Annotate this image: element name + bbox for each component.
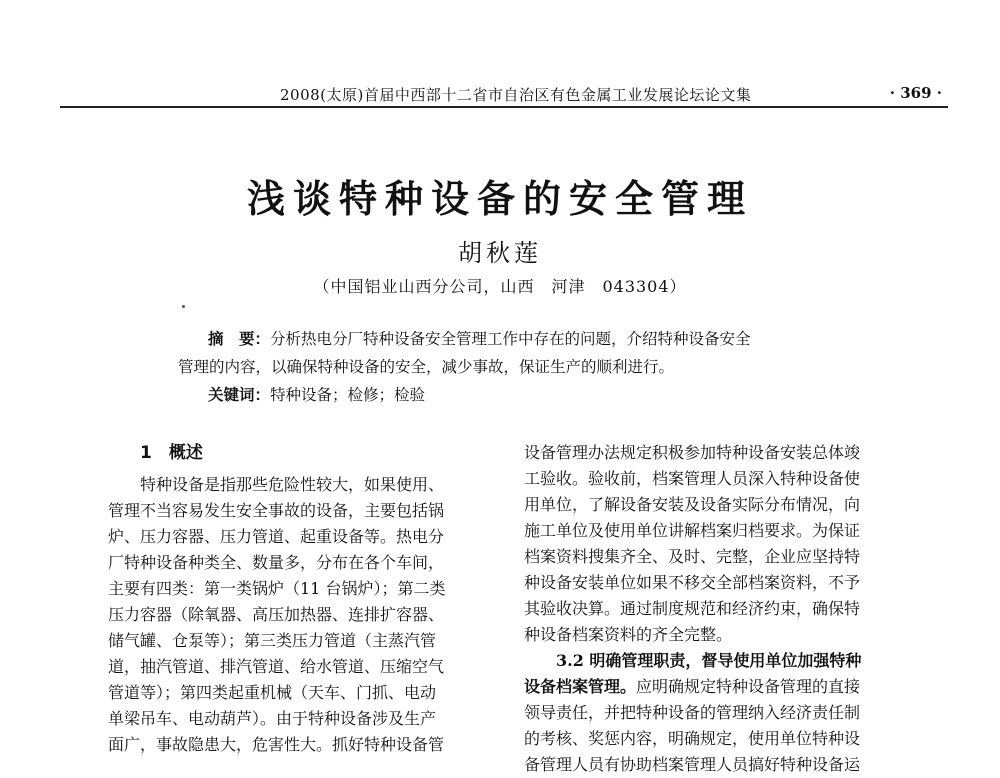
left-column <box>108 440 490 758</box>
body-line: 的考核、奖惩内容，明确规定，使用单位特种设 <box>524 729 861 748</box>
affiliation: （中国铝业山西分公司，山西 河津 043304） <box>313 277 687 296</box>
abstract-line <box>178 325 838 353</box>
running-header <box>60 84 948 110</box>
keywords <box>208 383 425 405</box>
abstract-label: 摘 要： <box>208 329 271 348</box>
body-line: 特种设备是指那些危险性较大，如果使用、 <box>140 475 445 494</box>
body-line: 备管理人员有协助档案管理人员搞好特种设备运 <box>524 755 861 774</box>
body-line: 面广，事故隐患大，危害性大。抓好特种设备管 <box>108 735 445 754</box>
body-line: 其验收决算。通过制度规范和经济约束，确保特 <box>524 599 861 618</box>
body-line: 管理不当容易发生安全事故的设备，主要包括锅 <box>108 501 445 520</box>
body-line: 压力容器（除氧器、高压加热器、连排扩容器、 <box>108 605 445 624</box>
body-line: 设备管理办法规定积极参加特种设备安装总体竣 <box>524 443 861 462</box>
right-column <box>524 440 916 778</box>
body-line: 领导责任，并把特种设备的管理纳入经济责任制 <box>524 703 861 722</box>
abstract <box>178 325 838 381</box>
body-line: 单梁吊车、电动葫芦）。由于特种设备涉及生产 <box>108 709 437 728</box>
abstract-text-1: 分析热电分厂特种设备安全管理工作中存在的问题，介绍特种设备安全 <box>270 330 751 348</box>
paper-title: 浅谈特种设备的安全管理 <box>246 176 753 221</box>
subsection-heading: 3.2 明确管理职责，督导使用单位加强特种 <box>556 651 862 670</box>
keywords-label: 关键词： <box>208 385 271 404</box>
subsection-line <box>524 674 916 700</box>
body-line: 厂特种设备种类全、数量多，分布在各个车间， <box>108 553 445 572</box>
body-line: 种设备档案资料的齐全完整。 <box>524 625 733 644</box>
author: 胡秋莲 <box>458 239 542 267</box>
body-line: 种设备安装单位如果不移交全部档案资料，不予 <box>524 573 861 592</box>
body-line: 管道等）；第四类起重机械（天车、门抓、电动 <box>108 683 437 702</box>
body-line: 工验收。验收前，档案管理人员深入特种设备使 <box>524 469 861 488</box>
body-line: 档案资料搜集齐全、及时、完整，企业应坚持特 <box>524 547 861 566</box>
body-line: 主要有四类：第一类锅炉（11 台锅炉）；第二类 <box>108 579 446 598</box>
body-text: 应明确规定特种设备管理的直接 <box>636 677 861 696</box>
header-rule <box>60 106 948 108</box>
abstract-text-2: 管理的内容，以确保特种设备的安全，减少事故，保证生产的顺利进行。 <box>178 358 675 376</box>
header-title: 2008(太原)首届中西部十二省市自治区有色金属工业发展论坛论文集 <box>280 86 752 104</box>
subsection-heading-cont: 设备档案管理。 <box>524 677 637 696</box>
body-line: 施工单位及使用单位讲解档案归档要求。为保证 <box>524 521 861 540</box>
section-heading: 1 概述 <box>140 443 203 463</box>
body-line: 储气罐、仓泵等）；第三类压力管道（主蒸汽管 <box>108 631 437 650</box>
body-line: 炉、压力容器、压力管道、起重设备等。热电分 <box>108 527 445 546</box>
body-line: 道，抽汽管道、排汽管道、给水管道、压缩空气 <box>108 657 445 676</box>
page-number: · 369 · <box>889 84 942 102</box>
keywords-text: 特种设备；检修；检验 <box>270 386 426 404</box>
scan-speck <box>182 305 185 308</box>
body-line: 用单位，了解设备安装及设备实际分布情况，向 <box>524 495 861 514</box>
